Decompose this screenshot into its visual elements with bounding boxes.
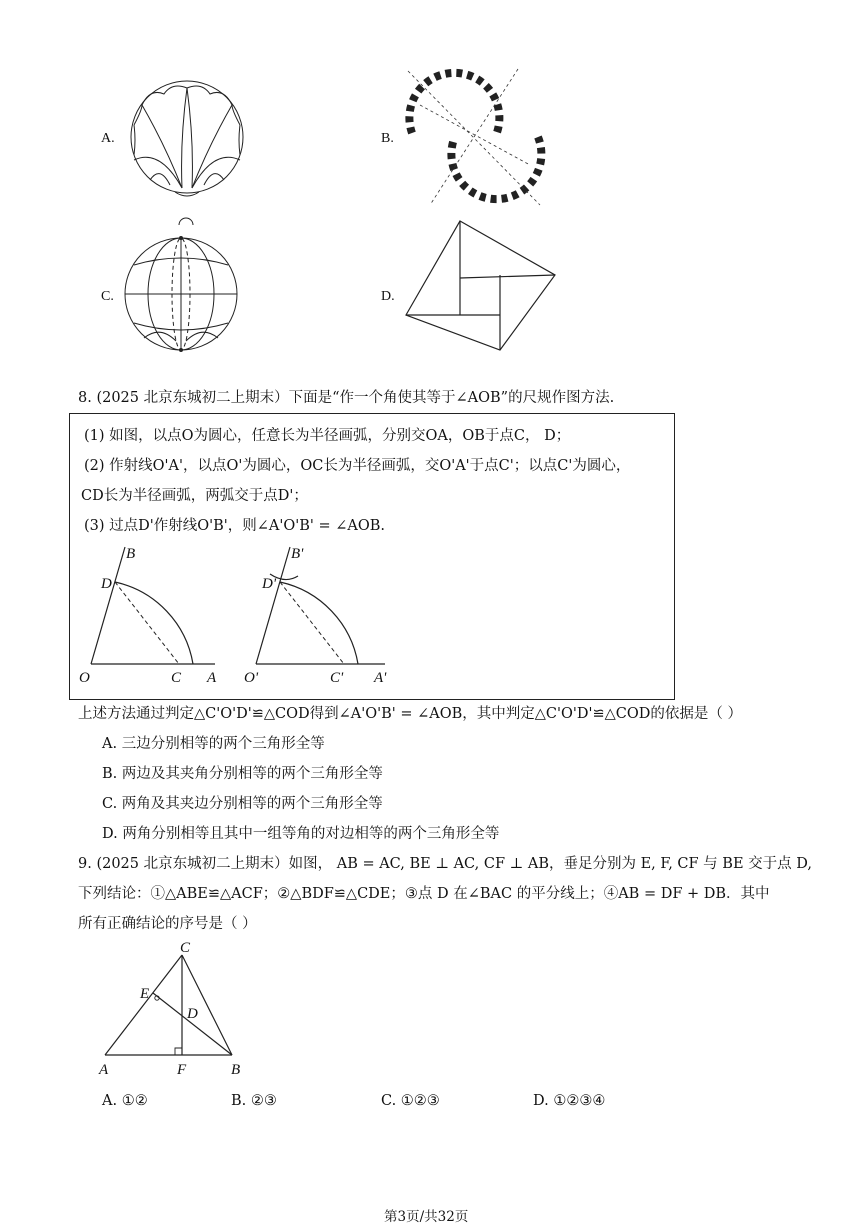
option-c-label: C. — [101, 289, 114, 304]
q8-step-2: (2) 作射线O'A'，以点O'为圆心，OC长为半径画弧，交O'A'于点C'；以点C'为圆心， — [84, 458, 631, 474]
q8-step-1: (1) 如图，以点O为圆心，任意长为半径画弧，分别交OA，OB于点C， D； — [84, 428, 571, 444]
q8-choice-b[interactable]: B. 两边及其夹角分别相等的两个三角形全等 — [102, 766, 383, 782]
label-A: A — [99, 1062, 109, 1078]
label-D: D — [101, 576, 112, 592]
q8-step-2-cont: CD长为半径画弧，两弧交于点D'； — [81, 488, 308, 504]
q8-choice-d[interactable]: D. 两角分别相等且其中一组等角的对边相等的两个三角形全等 — [102, 826, 500, 842]
figure-a-circle-arcs — [120, 70, 255, 205]
q8-question: 上述方法通过判定△C'O'D'≌△COD得到∠A'O'B' = ∠AOB，其中判定△C'O'D'≌△COD的依据是（ ） — [78, 706, 743, 722]
q8-figure-right — [240, 542, 400, 687]
figure-d-pinwheel-square — [400, 215, 560, 355]
label-D-prime: D' — [262, 576, 277, 592]
label-B: B — [126, 546, 136, 562]
label-C: C — [171, 670, 182, 686]
q8-step-3: (3) 过点D'作射线O'B'，则∠A'O'B' = ∠AOB. — [84, 518, 386, 534]
small-arc-mark — [176, 215, 196, 227]
q9-choice-a[interactable]: A. ①② — [102, 1093, 148, 1109]
label-C-prime: C' — [330, 670, 344, 686]
label-C: C — [180, 940, 191, 956]
label-F: F — [177, 1062, 187, 1078]
label-B-prime: B' — [291, 546, 304, 562]
q9-line-1: 9. (2025 北京东城初二上期末）如图， AB = AC, BE ⊥ AC, CF ⊥ AB，垂足分别为 E, F, CF 与 BE 交于点 D, — [78, 856, 812, 872]
q8-choice-a[interactable]: A. 三边分别相等的两个三角形全等 — [102, 736, 325, 752]
label-O-prime: O' — [244, 670, 259, 686]
label-D: D — [187, 1006, 198, 1022]
label-B: B — [231, 1062, 241, 1078]
figure-c-globe — [120, 233, 242, 355]
label-A: A — [207, 670, 217, 686]
label-E: E — [140, 986, 150, 1002]
q8-choice-c[interactable]: C. 两角及其夹边分别相等的两个三角形全等 — [102, 796, 383, 812]
label-O: O — [79, 670, 90, 686]
page-number: 第3页/共32页 — [384, 1209, 469, 1225]
q9-line-2: 下列结论：①△ABE≌△ACF；②△BDF≌△CDE；③点 D 在∠BAC 的平分线上；④AB = DF + DB．其中 — [78, 886, 770, 902]
q9-choice-d[interactable]: D. ①②③④ — [533, 1093, 606, 1109]
option-a-label: A. — [101, 131, 115, 146]
q9-triangle-figure — [95, 940, 255, 1080]
option-d-label: D. — [381, 289, 395, 304]
q8-stem: 8. (2025 北京东城初二上期末）下面是“作一个角使其等于∠AOB”的尺规作图方法. — [78, 390, 615, 406]
label-A-prime: A' — [374, 670, 387, 686]
q8-figure-left — [75, 542, 235, 687]
figure-b-dotted-arcs — [400, 65, 548, 213]
q8-construction-box — [69, 413, 675, 700]
q9-line-3: 所有正确结论的序号是（ ） — [78, 916, 257, 932]
q9-choice-b[interactable]: B. ②③ — [231, 1093, 277, 1109]
option-b-label: B. — [381, 131, 394, 146]
q9-choice-c[interactable]: C. ①②③ — [381, 1093, 440, 1109]
